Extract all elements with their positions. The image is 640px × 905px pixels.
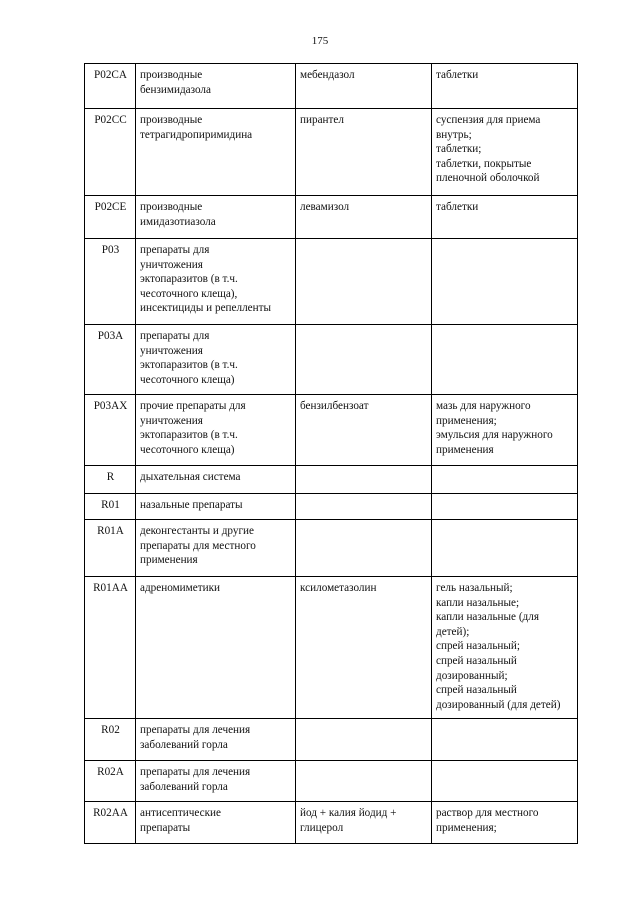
group-cell: производные имидазотиазола [136, 196, 296, 239]
table-row [85, 239, 578, 325]
atc-code-cell: P03 [85, 239, 136, 325]
group-cell: препараты для уничтожения эктопаразитов (в т.ч. чесоточного клеща), инсектициды и репелленты [136, 239, 296, 325]
atc-code-cell: R02A [85, 761, 136, 802]
table-row [85, 719, 578, 761]
group-cell: деконгестанты и другие препараты для местного применения [136, 520, 296, 577]
form-cell: таблетки [432, 64, 578, 109]
form-cell: суспензия для приема внутрь; таблетки; таблетки, покрытые пленочной оболочкой [432, 109, 578, 196]
form-cell [432, 239, 578, 325]
form-cell [432, 520, 578, 577]
inn-cell [296, 719, 432, 761]
group-cell: препараты для уничтожения эктопаразитов (в т.ч. чесоточного клеща) [136, 325, 296, 395]
form-cell: раствор для местного применения; [432, 802, 578, 844]
inn-cell: левамизол [296, 196, 432, 239]
atc-code-cell: P02CC [85, 109, 136, 196]
atc-code-cell: R01AA [85, 577, 136, 719]
form-cell [432, 719, 578, 761]
table-row [85, 802, 578, 844]
form-cell [432, 466, 578, 494]
table-row [85, 761, 578, 802]
atc-code-cell: R01 [85, 494, 136, 520]
group-cell: производные тетрагидропиримидина [136, 109, 296, 196]
form-cell: таблетки [432, 196, 578, 239]
form-cell: мазь для наружного применения; эмульсия для наружного применения [432, 395, 578, 466]
form-cell [432, 761, 578, 802]
inn-cell: мебендазол [296, 64, 432, 109]
inn-cell [296, 520, 432, 577]
inn-cell [296, 466, 432, 494]
atc-code-cell: P03A [85, 325, 136, 395]
table-row [85, 466, 578, 494]
group-cell: назальные препараты [136, 494, 296, 520]
group-cell: препараты для лечения заболеваний горла [136, 761, 296, 802]
atc-code-cell: R02 [85, 719, 136, 761]
table-row [85, 64, 578, 109]
group-cell: адреномиметики [136, 577, 296, 719]
form-cell: гель назальный; капли назальные; капли назальные (для детей); спрей назальный; спрей назальный дозированный; спрей назальный дозированный (для детей) [432, 577, 578, 719]
table-row [85, 520, 578, 577]
inn-cell [296, 494, 432, 520]
group-cell: препараты для лечения заболеваний горла [136, 719, 296, 761]
atc-code-cell: R01A [85, 520, 136, 577]
page-number: 175 [311, 35, 329, 47]
atc-code-cell: P02CA [85, 64, 136, 109]
atc-code-cell: P02CE [85, 196, 136, 239]
table-row [85, 325, 578, 395]
table-row [85, 196, 578, 239]
group-cell: прочие препараты для уничтожения эктопаразитов (в т.ч. чесоточного клеща) [136, 395, 296, 466]
drug-table [84, 63, 578, 844]
inn-cell [296, 761, 432, 802]
table-row [85, 577, 578, 719]
atc-code-cell: R [85, 466, 136, 494]
table-row [85, 395, 578, 466]
inn-cell [296, 325, 432, 395]
group-cell: дыхательная система [136, 466, 296, 494]
atc-code-cell: P03AX [85, 395, 136, 466]
inn-cell: бензилбензоат [296, 395, 432, 466]
group-cell: производные бензимидазола [136, 64, 296, 109]
inn-cell: йод + калия йодид + глицерол [296, 802, 432, 844]
inn-cell: пирантел [296, 109, 432, 196]
table-row [85, 494, 578, 520]
inn-cell: ксилометазолин [296, 577, 432, 719]
inn-cell [296, 239, 432, 325]
atc-code-cell: R02AA [85, 802, 136, 844]
group-cell: антисептические препараты [136, 802, 296, 844]
form-cell [432, 325, 578, 395]
table-row [85, 109, 578, 196]
form-cell [432, 494, 578, 520]
